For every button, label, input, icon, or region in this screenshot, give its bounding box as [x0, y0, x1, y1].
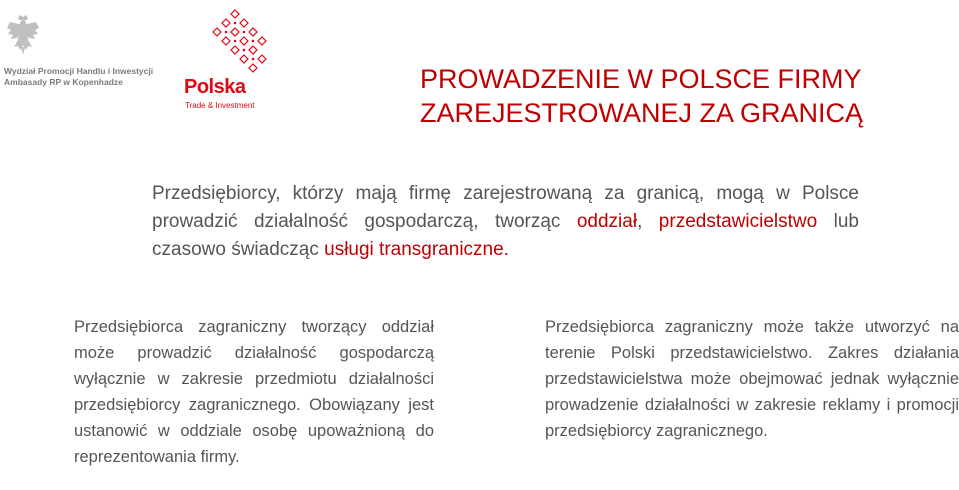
intro-text-3: lub czasowo świadcząc [152, 211, 860, 260]
right-column-paragraph: Przedsiębiorca zagraniczny może także utworzyć na terenie Polski przedstawicielstwo. Zakres działania przedstawicielstwa może obejmować jednak wyłącznie prowadzenie działalności w zakresie reklamy i promocji przedsiębiorcy zagranicznego. [545, 318, 959, 440]
polska-brand-logo [164, 8, 274, 148]
embassy-name-line1: Wydział Promocji Handlu i Inwestycji [4, 66, 154, 76]
highlight-oddzial: oddział [576, 211, 638, 232]
title-line-1: PROWADZENIE W POLSCE FIRMY [420, 64, 862, 94]
brand-tagline: Trade & Investment [185, 101, 255, 110]
intro-text-4: . [503, 239, 509, 260]
brand-wordmark: Polska [184, 76, 246, 98]
polish-eagle-emblem-icon [6, 14, 40, 56]
intro-text-2: , [637, 211, 659, 232]
embassy-name-line2: Ambasady RP w Kopenhadze [4, 77, 123, 87]
title-line-2: ZAREJESTROWANEJ ZA GRANICĄ [420, 98, 864, 128]
polska-diamond-pattern-icon [164, 8, 274, 78]
highlight-przedstawicielstwo: przedstawicielstwo [658, 211, 818, 232]
highlight-uslugi-transgraniczne: usługi transgraniczne [324, 239, 504, 260]
intro-paragraph [152, 180, 859, 264]
page-title [420, 62, 940, 130]
intro-text-1: Przedsiębiorcy, którzy mają firmę zarejestrowaną za granicą, mogą w Polsce prowadzić działalność gospodarczą, tworząc [152, 183, 859, 232]
embassy-logo [4, 14, 156, 88]
left-column-paragraph: Przedsiębiorca zagraniczny tworzący oddział może prowadzić działalność gospodarczą wyłącznie w zakresie przedmiotu działalności przedsiębiorcy zagranicznego. Obowiązany jest ustanowić w oddziale osobę upoważnioną do reprezentowania firmy. [74, 318, 434, 466]
